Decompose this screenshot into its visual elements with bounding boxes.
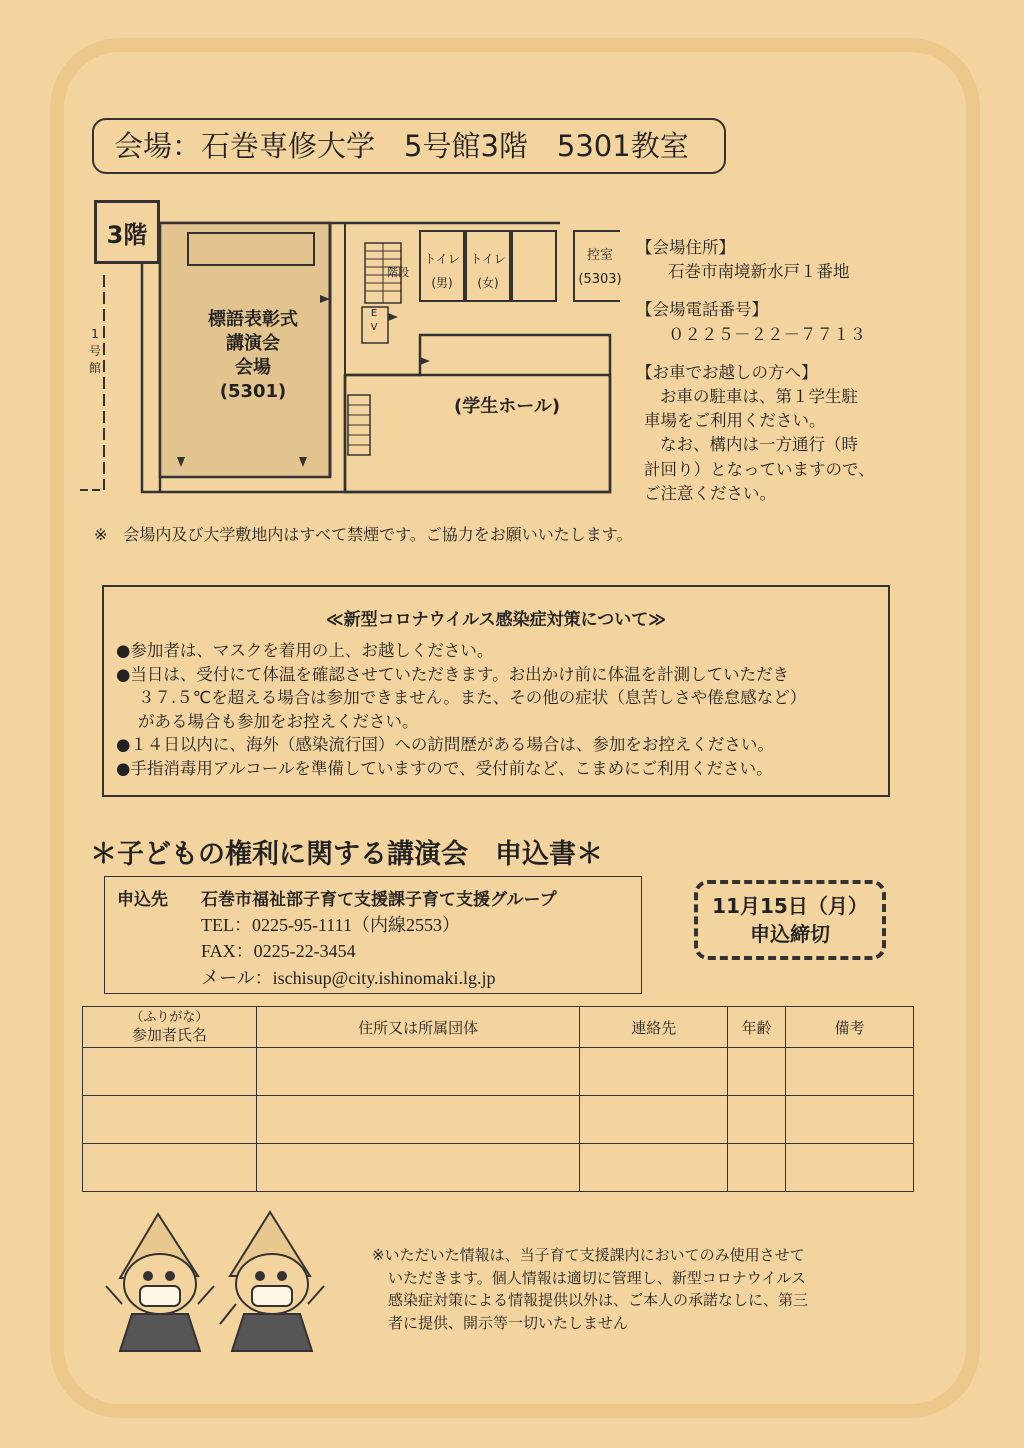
corona-item-4: ●手指消毒用アルコールを準備していますので、受付前など、こまめにご利用ください。 [116,758,773,778]
elevator-label [364,307,384,335]
col-furigana: （ふりがな） [130,1010,209,1025]
corona-item-3: ●１４日以内に、海外（感染流行国）への訪問歴がある場合は、参加をお控えください。 [116,735,774,755]
address: 石巻市南境新水戸１番地 [668,262,850,282]
application-table [82,1006,914,1192]
car-heading: 【お車でお越しの方へ】 [636,362,818,382]
col-name [83,1007,257,1048]
privacy-line-4: 者に提供、開示等一切いたしません [388,1313,629,1332]
student-hall-label: (学生ホール) [454,396,561,417]
privacy-line-2: いただきます。個人情報は適切に管理し、新型コロナウイルス [388,1268,806,1287]
car-line-3: なお、構内は一方通行（時 [660,435,858,455]
col-remarks: 備考 [786,1007,914,1048]
corona-item-2-cont2: がある場合も参加をお控えください。 [138,711,419,731]
toilet-women-sex: (女) [477,276,499,290]
phone-heading: 【会場電話番号】 [636,300,768,320]
toilet-men-text: トイレ [424,252,460,266]
remarks-cell[interactable] [786,1144,914,1192]
building1-kan: 館 [88,361,101,375]
corona-item-2: ●当日は、受付にて体温を確認させていただきます。お出かけ前に体温を計測していただき [116,664,790,684]
col-age: 年齢 [728,1007,786,1048]
toilet-women-text: トイレ [470,252,506,266]
name-cell[interactable] [83,1096,257,1144]
phone: ０２２５－２２－７７１３ [668,324,866,344]
address-cell[interactable] [256,1144,580,1192]
privacy-line-1: ※いただいた情報は、当子育て支援課内においてのみ使用させて [372,1246,805,1264]
remarks-cell[interactable] [786,1048,914,1096]
main-room-line4: (5301) [219,381,287,402]
toilet-room [512,231,556,301]
corona-title: ≪新型コロナウイルス感染症対策について≫ [325,610,667,630]
toilet-men-sex: (男) [431,276,453,290]
floor-map [80,195,620,500]
col-contact: 連絡先 [580,1007,728,1048]
mascot-right [220,1212,324,1351]
building1-num: 1 [91,327,99,341]
col-address: 住所又は所属団体 [256,1007,580,1048]
apply-fax: FAX：0225-22-3454 [201,941,356,961]
car-line-4: 計回り）となっていますので、 [644,459,875,479]
elevator-v: V [370,322,378,333]
contact-cell[interactable] [580,1144,728,1192]
floor-badge: 3階 [94,200,160,264]
mascot-left [106,1214,214,1351]
main-room-line2: 講演会 [226,333,280,354]
address-cell[interactable] [256,1048,580,1096]
name-cell[interactable] [83,1048,257,1096]
building1-label [88,326,102,377]
mascot-illustration [100,1206,340,1356]
age-cell[interactable] [728,1144,786,1192]
venue-heading: 会場：石巻専修大学 5号館3階 5301教室 [92,118,726,174]
car-line-1: お車の駐車は、第１学生駐 [660,387,858,407]
waiting-room-label [575,244,625,292]
deadline-date: 11月15日（月） [712,894,868,918]
table-row [83,1048,914,1096]
toilet-women-label [468,247,508,295]
stairs-bottom-steps [348,405,370,445]
toilet-men-label [422,247,462,295]
waiting-room-num: (5303) [578,272,622,287]
corona-box [102,585,890,797]
privacy-note [372,1244,808,1334]
apply-tel: TEL：0225-95-1111（内線2553） [201,915,460,935]
contact-cell[interactable] [580,1096,728,1144]
apply-box [104,876,642,994]
building1-go: 号 [88,344,101,358]
main-room-label [178,308,328,404]
age-cell[interactable] [728,1048,786,1096]
form-title: ＊子どもの権利に関する講演会 申込書＊ [90,839,603,870]
address-cell[interactable] [256,1096,580,1144]
car-line-2: 車場をご利用ください。 [644,411,826,431]
waiting-room-text: 控室 [586,248,613,263]
col-name-label: 参加者氏名 [131,1026,207,1044]
privacy-line-3: 感染症対策による情報提供以外は、ご本人の承諾なしに、第三 [388,1291,809,1309]
main-room-line3: 会場 [235,357,271,378]
address-heading: 【会場住所】 [636,238,735,257]
deadline-label: 申込締切 [750,922,830,946]
car-line-5: ご注意ください。 [644,483,776,503]
table-row [83,1096,914,1144]
table-row [83,1144,914,1192]
main-room-line1: 標語表彰式 [208,309,298,330]
corona-item-2-cont: ３７.５℃を超える場合は参加できません。また、その他の症状（息苦しさや倦怠感など） [138,688,807,708]
apply-label: 申込先 [117,890,168,910]
apply-org: 石巻市福祉部子育て支援課子育て支援グループ [201,890,557,910]
apply-mail: メール：ischisup@city.ishinomaki.lg.jp [201,968,496,988]
remarks-cell[interactable] [786,1096,914,1144]
elevator-e: E [370,308,378,319]
contact-cell[interactable] [580,1048,728,1096]
table-header-row [83,1007,914,1048]
stairs-label: 階段 [387,266,409,279]
age-cell[interactable] [728,1096,786,1144]
venue-info [636,236,875,506]
name-cell[interactable] [83,1144,257,1192]
deadline-box [694,880,886,960]
corona-item-1: ●参加者は、マスクを着用の上、お越しください。 [116,641,494,660]
smoking-note: ※ 会場内及び大学敷地内はすべて禁煙です。ご協力をお願いいたします。 [94,525,633,544]
corona-list [116,639,806,781]
